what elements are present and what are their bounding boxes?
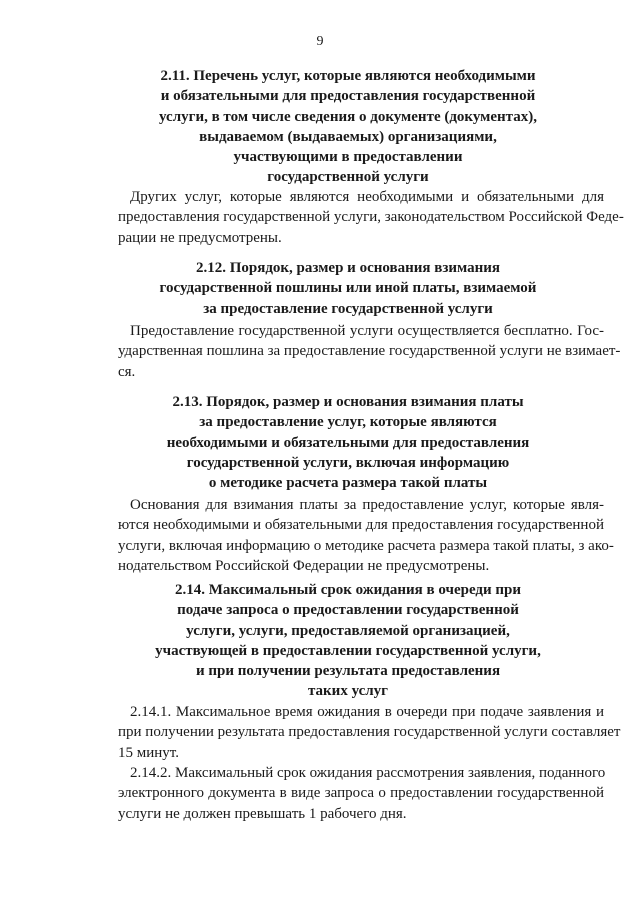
heading-line: участвующей в предоставлении государственной услуги, [155,642,541,659]
paragraph-line: ются необходимыми и обязательными для предоставления государственной [118,517,604,534]
paragraph-line: предоставления государственной услуги, законодательством Российской Феде- [118,209,624,226]
paragraph-line: рации не предусмотрены. [118,229,282,246]
paragraph [118,187,624,248]
heading-line: государственной услуги, включая информацию [186,454,510,471]
heading-line: 2.12. Порядок, размер и основания взимания [195,260,501,276]
heading-line: 2.11. Перечень услуг, которые являются необходимыми [160,68,536,84]
heading-line: 2.14. Максимальный срок ожидания в очереди при [174,582,522,598]
paragraph-line: 2.14.1. Максимальное время ожидания в очереди при подаче заявления и [130,704,604,720]
paragraph-line: ударственная пошлина за предоставление государственной услуги не взимает- [118,343,621,360]
section-heading [118,258,578,319]
paragraph-line: ся. [118,363,136,380]
section-heading-2-12 [118,258,578,319]
paragraph-line: 15 минут. [118,744,179,761]
section-heading [118,66,578,188]
heading-line: таких услуг [307,683,388,700]
section-heading-2-13 [118,392,578,493]
paragraph-line: Других услуг, которые являются необходимыми и обязательными для [130,189,604,205]
paragraph [118,321,621,382]
heading-line: 2.13. Порядок, размер и основания взимания платы [172,394,524,410]
heading-line: государственной пошлины или иной платы, взимаемой [159,280,537,297]
paragraph [118,702,621,763]
heading-line: услуги, в том числе сведения о документе (документах), [159,108,537,125]
heading-line: и обязательными для предоставления государственной [160,88,536,105]
heading-line: и при получении результата предоставления [195,663,501,680]
section-heading-2-11 [118,66,578,188]
paragraph-line: нодательством Российской Федерации не предусмотрены. [118,557,490,574]
heading-line: выдаваемом (выдаваемых) организациями, [199,128,497,145]
page-number: 9 [316,34,324,49]
paragraph-line: услуги не должен превышать 1 рабочего дня. [118,805,407,822]
heading-line: за предоставление государственной услуги [203,300,493,317]
paragraph [118,495,614,576]
section-heading [118,580,578,702]
heading-line: необходимыми и обязательными для предоставления [166,434,530,451]
heading-line: о методике расчета размера такой платы [208,475,488,492]
paragraph-line: при получении результата предоставления государственной услуги составляет [118,724,621,741]
paragraph-line: 2.14.2. Максимальный срок ожидания рассмотрения заявления, поданного [130,765,606,781]
heading-line: государственной услуги [267,169,429,186]
paragraph-line: услуги, включая информацию о методике расчета размера такой платы, з ако- [118,537,614,554]
heading-line: участвующими в предоставлении [233,149,463,166]
heading-line: подаче запроса о предоставлении государственной [177,602,519,619]
paragraph-line: Основания для взимания платы за предоставление услуг, которые явля- [130,497,604,513]
section-heading [118,392,578,493]
heading-line: за предоставление услуг, которые являются [199,414,497,431]
section-heading-2-14 [118,580,578,702]
heading-line: услуги, услуги, предоставляемой организацией, [186,622,510,639]
paragraph [118,763,604,824]
paragraph-line: Предоставление государственной услуги осуществляется бесплатно. Гос- [130,323,604,339]
paragraph-line: электронного документа в виде запроса о предоставлении государственной [118,785,604,802]
